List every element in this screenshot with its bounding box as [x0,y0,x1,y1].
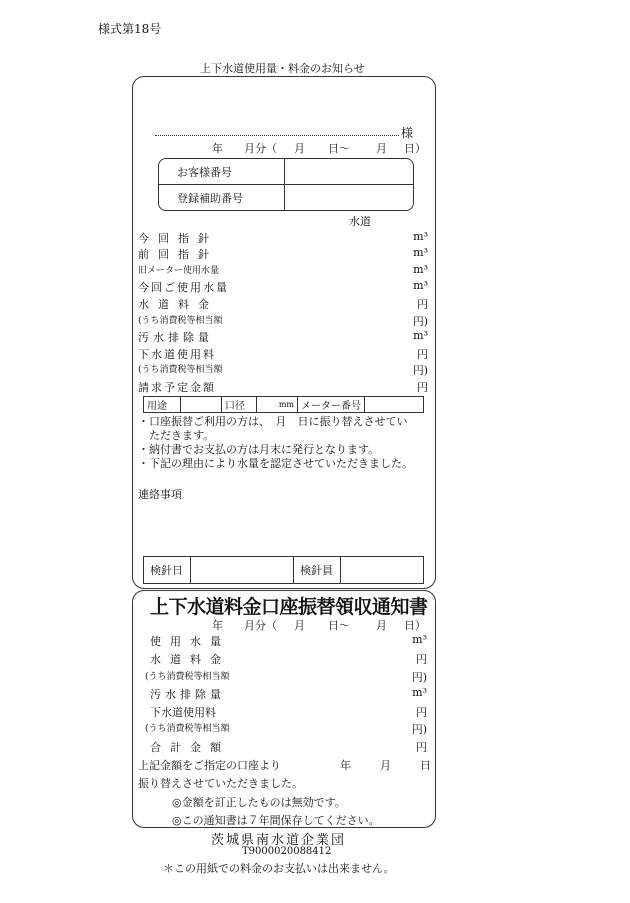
notice-title: 上下水道使用量・料金のお知らせ [200,62,365,75]
addressee-line [155,135,399,136]
row-old-meter-usage: 旧メーター使用水量 m³ [138,263,428,276]
notice-notes [138,415,413,471]
receipt-row-usage: 使用水量 m³ [150,633,427,648]
sama-label: 様 [401,126,414,140]
note-line: ・口座振替ご利用の方は、 月 日に振り替えさせてい [138,415,408,428]
receipt-row-sewage-charge: 下水道使用料 円 [150,706,427,719]
sub-number-value[interactable] [284,185,413,210]
receipt-note-2: ◎この通知書は７年間保存してください。 [172,814,380,827]
sub-number-label: 登録補助番号 [177,191,243,205]
debit-month: 月 [380,759,391,772]
use-value[interactable] [181,397,222,413]
note-line: ただきます。 [138,429,215,442]
customer-number-label: お客様番号 [159,159,284,185]
receipt-row-water-tax: (うち消費税等相当額 円) [145,671,427,684]
row-water-tax: (うち消費税等相当額 円) [138,315,428,328]
receipt-title: 上下水道料金口座振替領収通知書 [150,596,428,618]
usage-table [143,396,424,413]
use-label: 用途 [144,397,181,413]
diameter-unit: mm [257,397,298,413]
note-line: ・納付書でお支払の方は月末に発行となります。 [138,443,380,456]
reading-date-value[interactable] [191,557,294,584]
debit-text-1: 上記金額をご指定の口座より [138,759,281,772]
meter-reader-label: 検針員 [294,557,341,584]
meter-reading-table [143,556,424,584]
diameter-label: 口径 [222,397,257,413]
row-sewage-charge: 下水道使用料 円 [138,348,428,361]
row-billing-amount: 請求予定金額 円 [138,381,428,394]
row-previous-reading: 前回指針 m³ [138,246,428,261]
meter-number-label: メーター番号 [298,397,365,413]
debit-text-2: 振り替えさせていただきました。 [138,777,303,790]
debit-year: 年 [340,759,351,772]
form-page: 様式第18号 上下水道使用量・料金のお知らせ 様 年 月分（ 月 日～ 月 日） お客様番号 登録補助番号 水道 今回指針 m³ 前回指針 m³ 旧メーター使用水量 m³ 今回ご使用水量 m³ 水道料金 円 (うち消費税等相当額 円) 汚水排除量 m³ 下水道使用料 円 (うち消費税等相当額 円) 請求予定金額 円 用途 口径 mm メーター番号 ・口座振替ご利用の方は、 月 日に振り替えさせてい ただきます。 ・納付書でお支払の方は月末に発行となります。 ・下記の理由により水量を認定させていただきました。 連絡事項 検針日 検針員 上下水道料金口座振替領収通知書 年 月分（ 月 日～ 月 日） 使用水量 m³ 水道料金 円 (うち消費税等相当額 円) 汚水排除量 m³ 下水道使用料 円 (うち消費税等相当額 円) 合計金額 円 上記金額をご指定の口座より 年 月 日 振り替えさせていただきました。 ◎金額を訂正したものは無効です。 ◎この通知書は７年間保存してください。 茨城県南水道企業団 T9000020088412 ＊この用紙での料金のお支払いは出来ません。 [0,0,630,903]
row-sewage-volume: 汚水排除量 m³ [138,329,428,344]
row-water-charge: 水道料金 円 [138,298,428,311]
row-sewage-tax: (うち消費税等相当額 円) [138,364,428,377]
receipt-row-total: 合計金額 円 [150,741,427,754]
meter-number-value[interactable] [365,397,424,413]
reading-date-label: 検針日 [144,557,191,584]
note-line: ・下記の理由により水量を認定させていただきました。 [138,457,413,470]
receipt-row-sewage-tax: (うち消費税等相当額 円) [145,723,427,736]
form-number: 様式第18号 [98,22,162,36]
receipt-note-1: ◎金額を訂正したものは無効です。 [172,796,346,809]
customer-number-table [158,158,414,211]
customer-number-row [159,159,413,185]
row-current-usage: 今回ご使用水量 m³ [138,279,428,294]
customer-number-value[interactable] [284,159,413,185]
payment-warning: ＊この用紙での料金のお支払いは出来ません。 [163,862,395,875]
receipt-row-sewage-volume: 汚水排除量 m³ [150,686,427,701]
registration-number: T9000020088412 [242,846,332,857]
meter-reader-value[interactable] [341,557,424,584]
service-label: 水道 [349,215,371,228]
receipt-row-water-charge: 水道料金 円 [150,653,427,666]
debit-day: 日 [420,759,431,772]
contact-label: 連絡事項 [138,488,182,501]
org-name: 茨城県南水道企業団 [211,833,347,848]
sub-number-row [159,185,413,210]
row-current-reading: 今回指針 m³ [138,230,428,245]
